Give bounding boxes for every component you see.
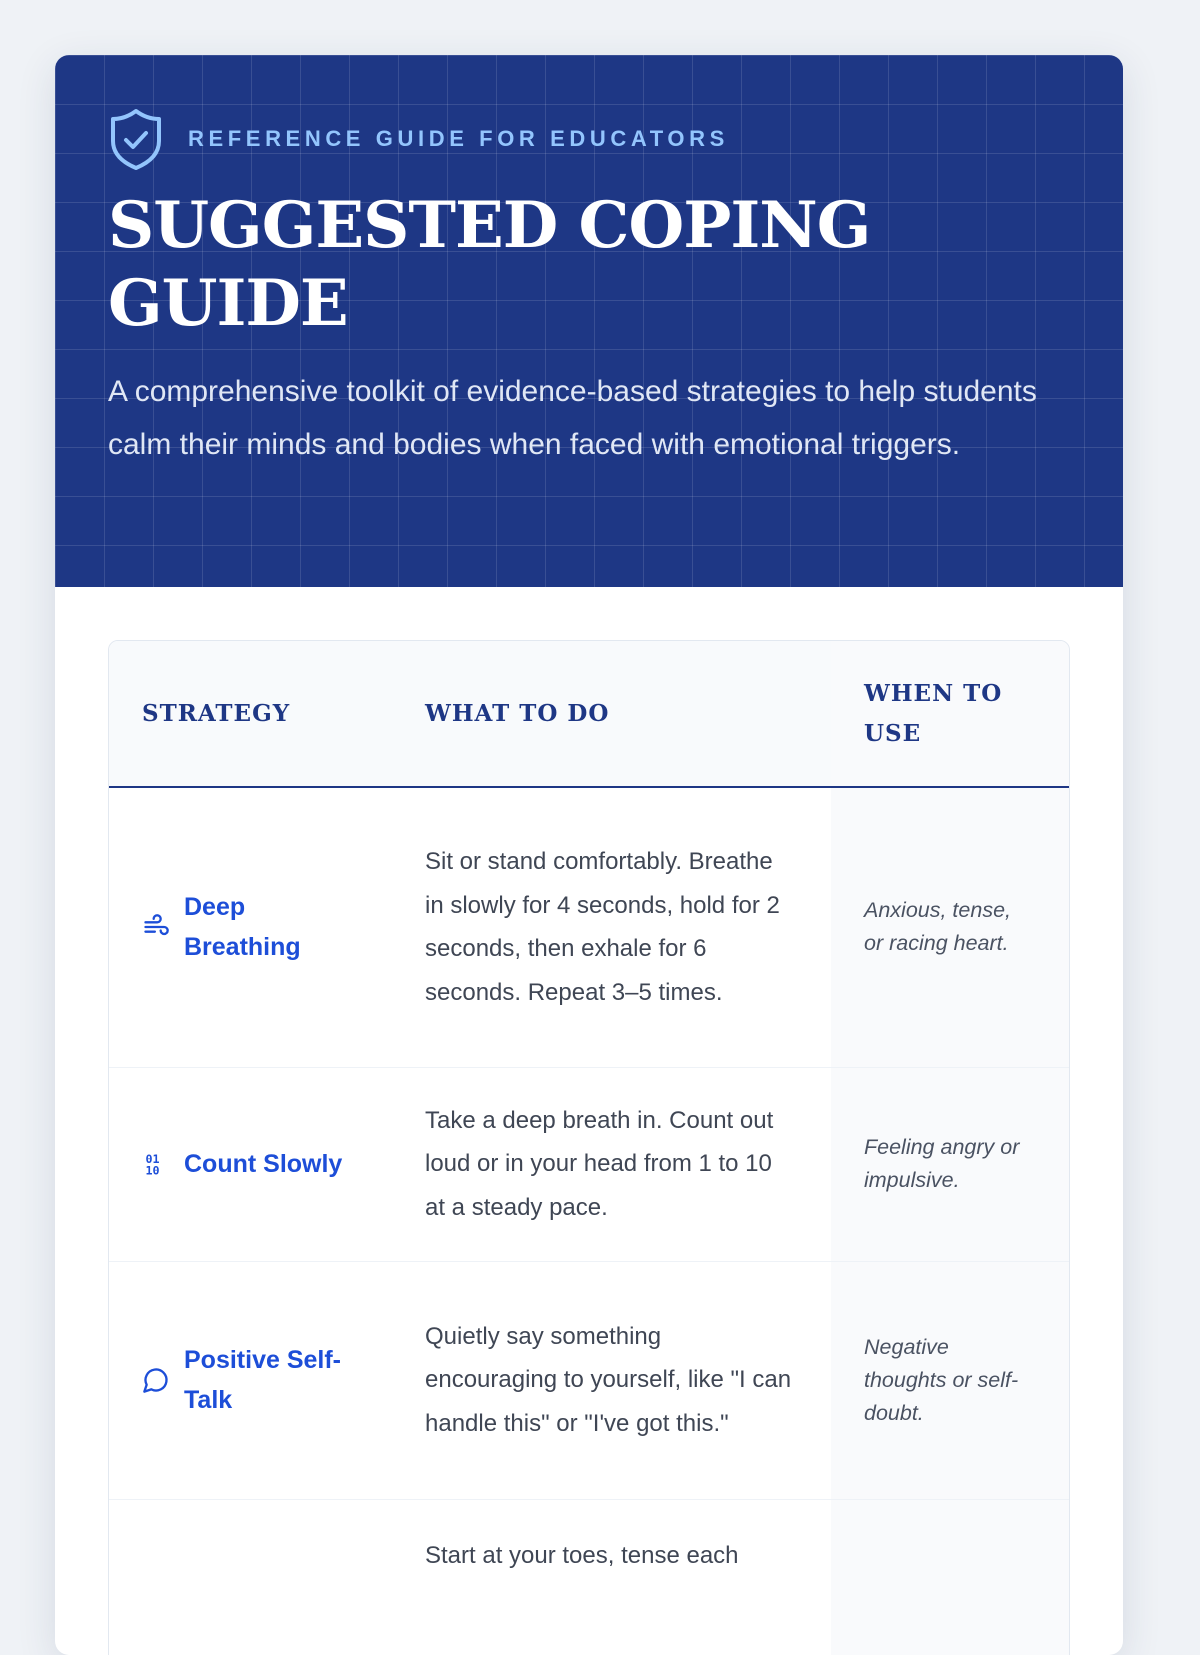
table-header-row <box>109 641 1069 787</box>
when-cell: Feeling angry or impulsive. <box>831 1067 1069 1261</box>
when-cell <box>831 1499 1069 1655</box>
table-row <box>109 1067 1069 1261</box>
speech-bubble-icon <box>142 1366 170 1394</box>
page-subtitle: A comprehensive toolkit of evidence-based strategies to help students calm their minds and bodies when faced with emotional triggers. <box>108 375 1037 461</box>
eyebrow <box>108 107 1070 171</box>
hero-header <box>55 55 1123 587</box>
strategy-label: Positive Self-Talk <box>184 1346 341 1414</box>
eyebrow-text: REFERENCE GUIDE FOR EDUCATORS <box>188 126 729 151</box>
column-header-what: WHAT TO DO <box>392 641 831 787</box>
strategy-name <box>142 1340 359 1420</box>
strategy-label: Deep Breathing <box>184 893 301 962</box>
strategy-name <box>142 887 359 967</box>
svg-text:10: 10 <box>145 1163 160 1178</box>
svg-text:01: 01 <box>145 1151 160 1166</box>
page-title: SUGGESTED COPING GUIDE <box>108 188 871 341</box>
when-cell: Negative thoughts or self-doubt. <box>831 1261 1069 1499</box>
what-cell: Quietly say something encouraging to yourself, like "I can handle this" or "I've got this." <box>392 1261 831 1499</box>
column-header-when: WHEN TO USE <box>831 641 1069 787</box>
column-header-strategy: STRATEGY <box>109 641 392 787</box>
table-row <box>109 787 1069 1067</box>
what-cell: Take a deep breath in. Count out loud or in your head from 1 to 10 at a steady pace. <box>392 1067 831 1261</box>
strategy-label: Count Slowly <box>184 1150 343 1178</box>
shield-check-icon <box>108 107 164 171</box>
what-cell: Sit or stand comfortably. Breathe in slowly for 4 seconds, hold for 2 seconds, then exhale for 6 seconds. Repeat 3–5 times. <box>392 787 831 1067</box>
wind-icon <box>142 913 170 941</box>
when-cell: Anxious, tense, or racing heart. <box>831 787 1069 1067</box>
table-row <box>109 1499 1069 1655</box>
strategy-name <box>142 1144 359 1184</box>
strategy-cell <box>109 1499 392 1655</box>
guide-card <box>55 55 1123 1655</box>
strategy-table <box>108 640 1070 1655</box>
table-row <box>109 1261 1069 1499</box>
binary-icon <box>142 1150 170 1178</box>
what-cell: Start at your toes, tense each <box>392 1499 831 1655</box>
